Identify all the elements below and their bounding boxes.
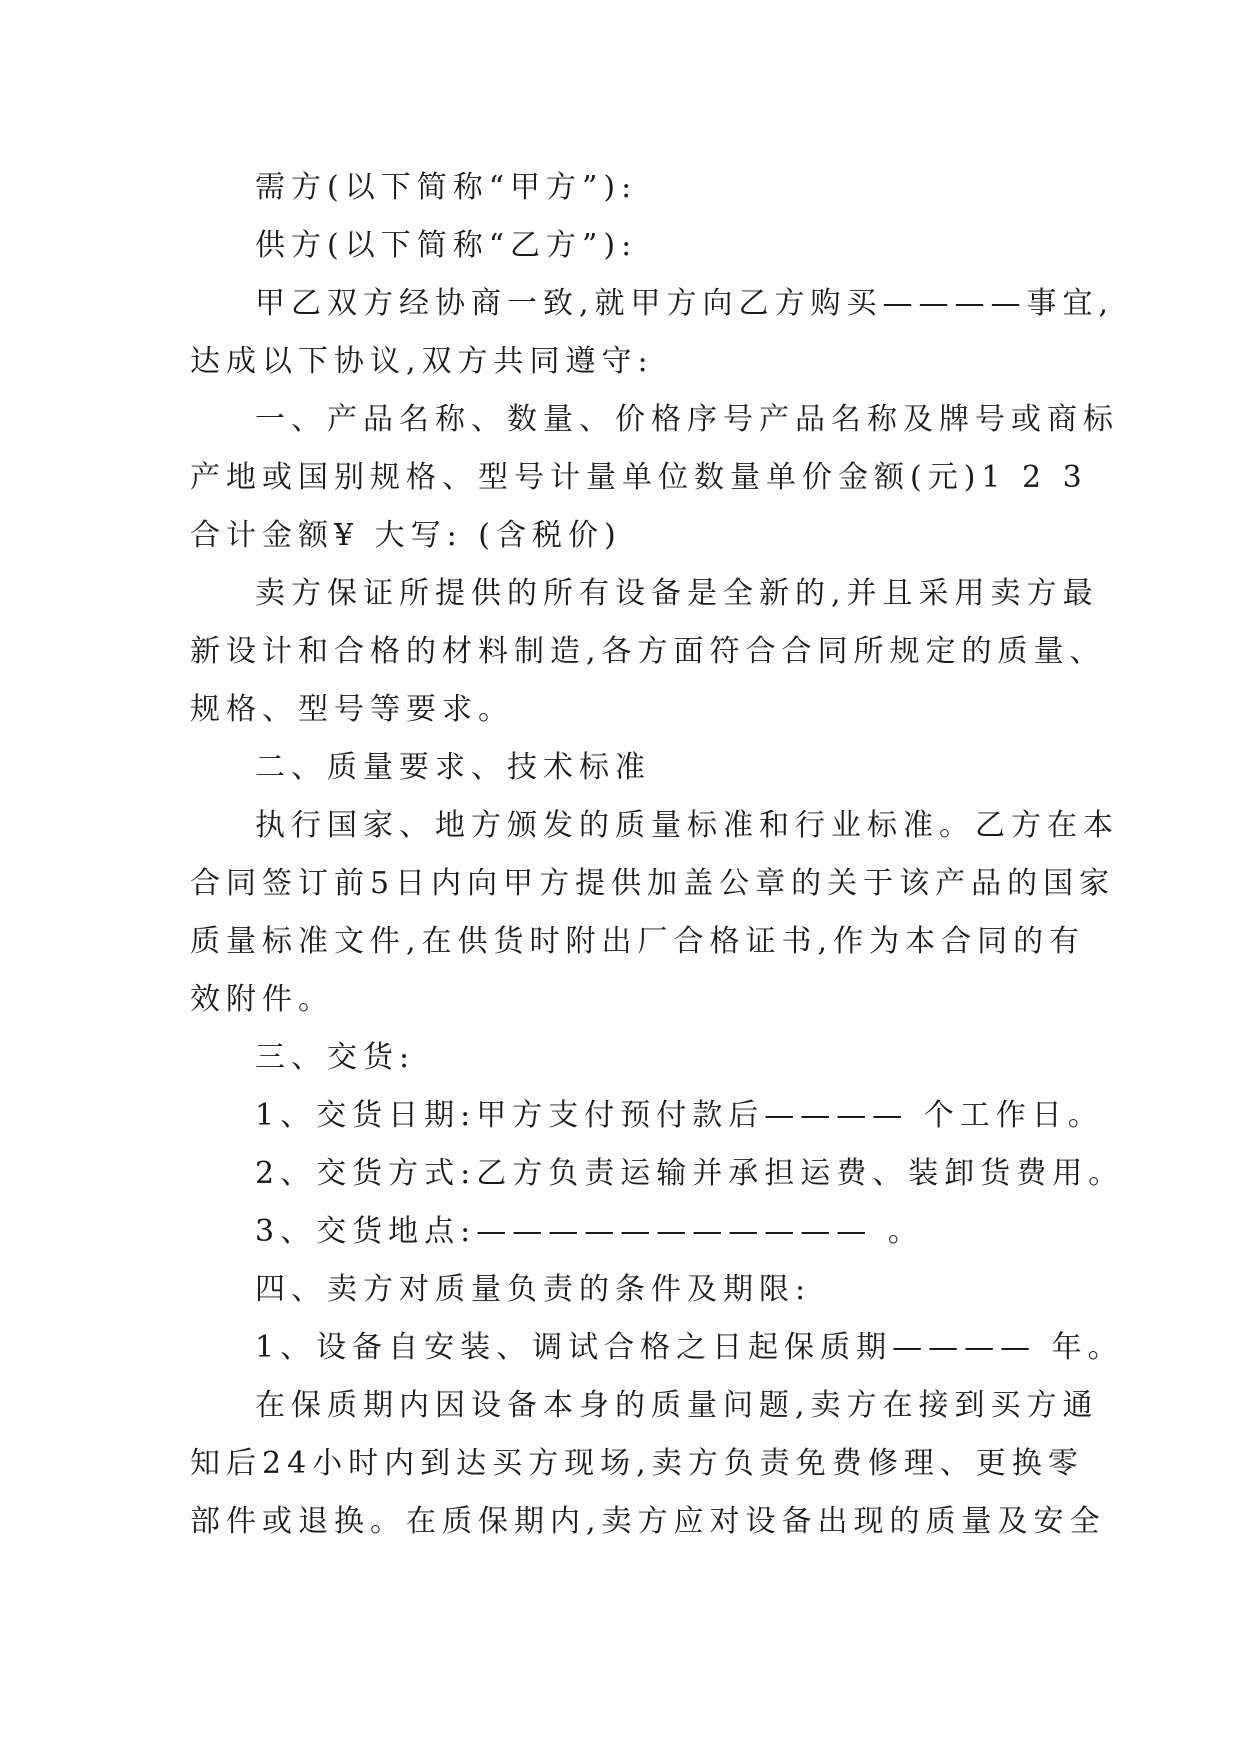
paragraph-line: 质量标准文件,在供货时附出厂合格证书,作为本合同的有 <box>190 924 1086 959</box>
paragraph-line: 部件或退换。在质保期内,卖方应对设备出现的质量及安全 <box>190 1504 1106 1539</box>
list-item: 1、交货日期:甲方支付预付款后———— 个工作日。 <box>255 1098 1104 1133</box>
section-heading-4: 四、卖方对质量负责的条件及期限: <box>255 1272 812 1307</box>
paragraph-line: 达成以下协议,双方共同遵守: <box>190 344 654 379</box>
paragraph-line: 产地或国别规格、型号计量单位数量单价金额(元)1 2 3 <box>190 460 1088 495</box>
paragraph-line: 合同签订前5日内向甲方提供加盖公章的关于该产品的国家 <box>190 866 1116 901</box>
supplier-line: 供方(以下简称“乙方”): <box>255 228 638 263</box>
paragraph-line: 执行国家、地方颁发的质量标准和行业标准。乙方在本 <box>255 808 1119 843</box>
paragraph-line: 知后24小时内到达买方现场,卖方负责免费修理、更换零 <box>190 1446 1084 1481</box>
section-heading-1: 一、产品名称、数量、价格序号产品名称及牌号或商标 <box>255 402 1119 437</box>
paragraph-line: 合计金额¥ 大写: (含税价) <box>190 518 622 553</box>
paragraph-line: 在保质期内因设备本身的质量问题,卖方在接到买方通 <box>255 1388 1099 1423</box>
paragraph-line: 效附件。 <box>190 982 334 1017</box>
paragraph-line: 卖方保证所提供的所有设备是全新的,并且采用卖方最 <box>255 576 1099 611</box>
paragraph-line: 规格、型号等要求。 <box>190 692 514 727</box>
list-item: 2、交货方式:乙方负责运输并承担运费、装卸货费用。 <box>255 1156 1125 1191</box>
buyer-line: 需方(以下简称“甲方”): <box>255 170 638 205</box>
paragraph-line: 甲乙双方经协商一致,就甲方向乙方购买————事宜, <box>255 286 1115 321</box>
list-item: 1、设备自安装、调试合格之日起保质期———— 年。 <box>255 1330 1124 1365</box>
list-item: 3、交货地点:——————————— 。 <box>255 1214 924 1249</box>
paragraph-line: 新设计和合格的材料制造,各方面符合合同所规定的质量、 <box>190 634 1106 669</box>
section-heading-3: 三、交货: <box>255 1040 416 1075</box>
section-heading-2: 二、质量要求、技术标准 <box>255 750 651 785</box>
